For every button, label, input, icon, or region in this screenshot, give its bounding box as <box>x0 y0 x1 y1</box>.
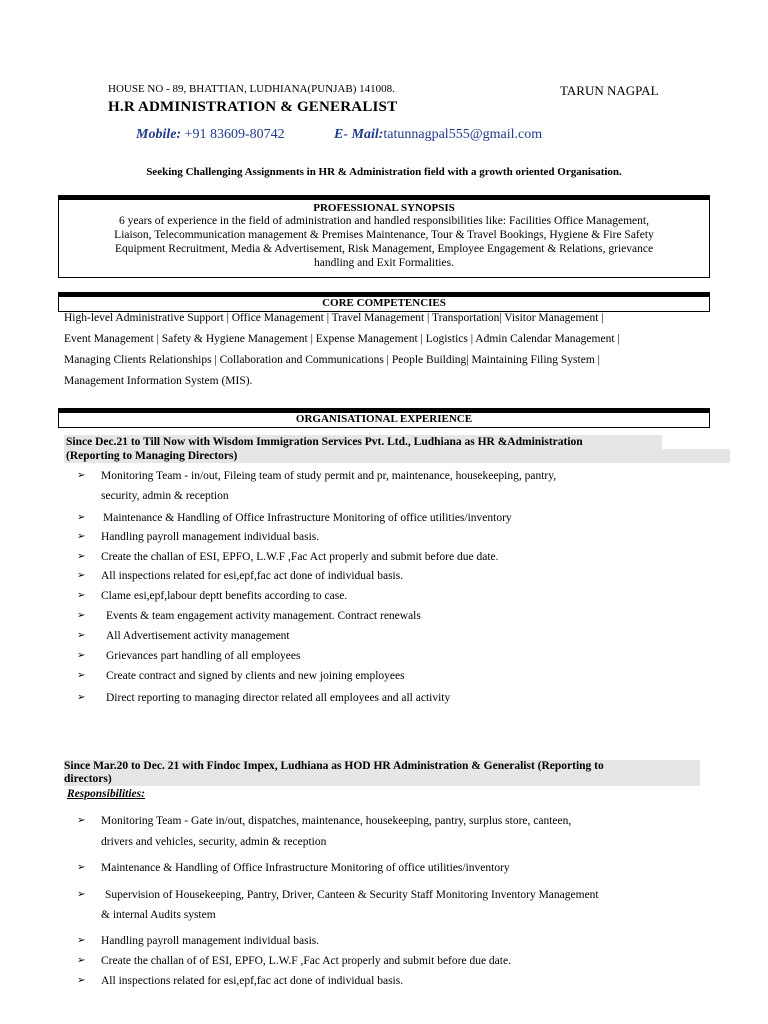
competencies-line: Management Information System (MIS). <box>64 375 253 387</box>
synopsis-line: 6 years of experience in the field of administration and handled responsibilities like: Facilities Office Management, <box>119 215 649 227</box>
mobile-value: +91 83609-80742 <box>184 127 285 142</box>
arrow-bullet-icon: ➢ <box>77 531 86 542</box>
synopsis-line: Equipment Recruitment, Media & Advertisement, Risk Management, Employee Engagement & Relations, grievance <box>114 243 654 255</box>
arrow-bullet-icon: ➢ <box>77 610 86 621</box>
job2-heading-line2: directors) <box>64 773 700 786</box>
arrow-bullet-icon: ➢ <box>77 512 86 523</box>
experience-box <box>58 412 710 428</box>
competencies-line: Event Management | Safety & Hygiene Management | Expense Management | Logistics | Admin Calendar Management | <box>64 333 620 345</box>
arrow-bullet-icon: ➢ <box>77 935 86 946</box>
arrow-bullet-icon: ➢ <box>77 551 86 562</box>
synopsis-line: Liaison, Telecommunication management & Premises Maintenance, Tour & Travel Bookings, Hygiene & Fire Safety <box>114 229 654 241</box>
email-label: E- Mail: <box>334 127 384 142</box>
job1-heading: Since Dec.21 to Till Now with Wisdom Immigration Services Pvt. Ltd., Ludhiana as HR &Administration <box>64 435 662 449</box>
mobile-label: Mobile: <box>136 127 182 142</box>
arrow-bullet-icon: ➢ <box>77 862 86 873</box>
competencies-line: Managing Clients Relationships | Collaboration and Communications | People Building| Maintaining Filing System | <box>64 354 600 366</box>
email-value: tatunnagpal555@gmail.com <box>383 127 543 142</box>
job-role: H.R ADMINISTRATION & GENERALIST <box>108 99 398 115</box>
arrow-bullet-icon: ➢ <box>77 650 86 661</box>
job2-heading <box>64 760 700 786</box>
mobile-contact <box>136 127 285 143</box>
arrow-bullet-icon: ➢ <box>77 692 86 703</box>
arrow-bullet-icon: ➢ <box>77 815 86 826</box>
synopsis-title: PROFESSIONAL SYNOPSIS <box>313 202 455 214</box>
competencies-list <box>64 308 714 392</box>
arrow-bullet-icon: ➢ <box>77 670 86 681</box>
arrow-bullet-icon: ➢ <box>77 975 86 986</box>
competencies-title: CORE COMPETENCIES <box>322 297 446 309</box>
synopsis-box <box>58 199 710 278</box>
email-contact <box>334 127 542 143</box>
arrow-bullet-icon: ➢ <box>77 955 86 966</box>
arrow-bullet-icon: ➢ <box>77 630 86 641</box>
experience-title: ORGANISATIONAL EXPERIENCE <box>295 413 473 425</box>
arrow-bullet-icon: ➢ <box>77 570 86 581</box>
responsibilities-label: Responsibilities: <box>67 788 145 800</box>
arrow-bullet-icon: ➢ <box>77 470 86 481</box>
competencies-line: High-level Administrative Support | Office Management | Travel Management | Transportation| Visitor Management | <box>64 312 604 324</box>
synopsis-line: handling and Exit Formalities. <box>314 257 454 269</box>
job2-heading-line1: Since Mar.20 to Dec. 21 with Findoc Impex, Ludhiana as HOD HR Administration & Generalist (Reporting to <box>64 760 700 773</box>
career-objective: Seeking Challenging Assignments in HR & Administration field with a growth oriented Organisation. <box>146 166 622 178</box>
job1-subheading: (Reporting to Managing Directors) <box>64 449 730 463</box>
candidate-name: TARUN NAGPAL <box>560 83 659 98</box>
arrow-bullet-icon: ➢ <box>77 590 86 601</box>
address: HOUSE NO - 89, BHATTIAN, LUDHIANA(PUNJAB) 141008. <box>108 83 395 95</box>
arrow-bullet-icon: ➢ <box>77 889 86 900</box>
synopsis-body <box>59 214 709 272</box>
